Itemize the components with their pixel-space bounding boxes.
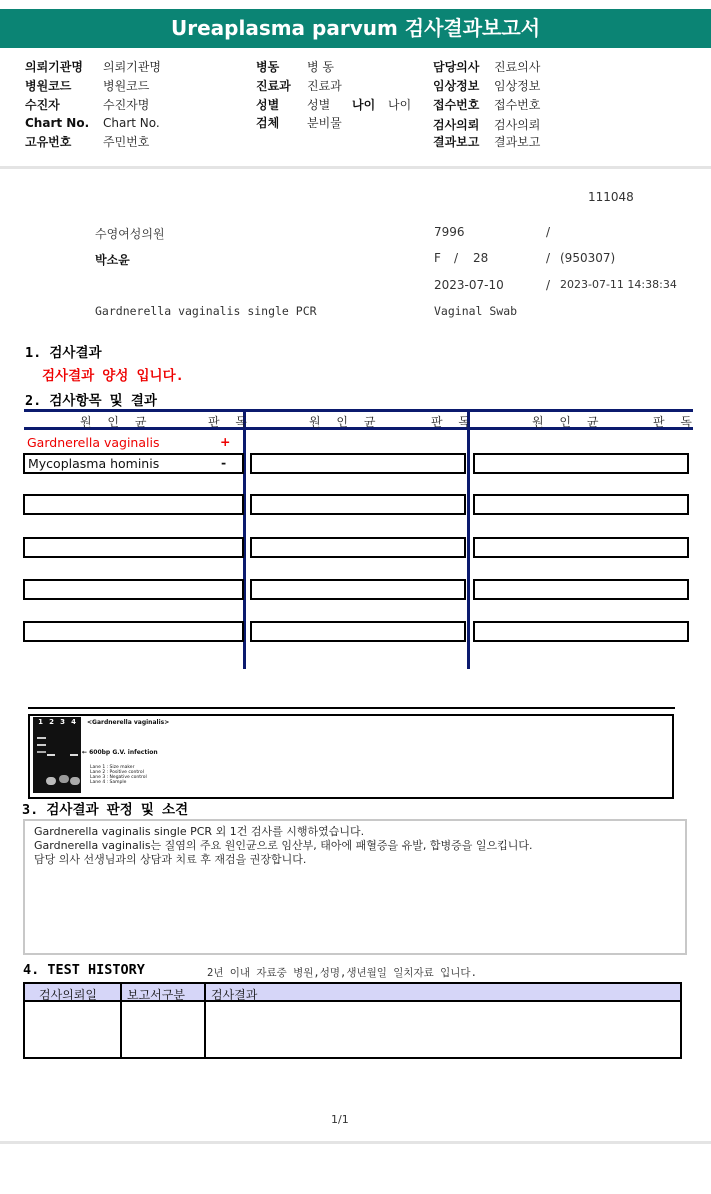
table-top-rule xyxy=(24,409,693,412)
header-label: 진료과 xyxy=(256,79,291,93)
header-value: 접수번호 xyxy=(494,98,541,112)
history-col-result: 검사결과 xyxy=(211,988,258,1002)
findings-line: Gardnerella vaginalis는 질염의 주요 원인균으로 임산부, 태아에 패혈증을 유발, 합병증을 일으킵니다. xyxy=(34,839,533,852)
age-value: 나이 xyxy=(388,98,412,112)
section-2-title: 2. 검사항목 및 결과 xyxy=(25,393,157,409)
section-3-title: 3. 검사결과 판정 및 소견 xyxy=(22,802,189,818)
header-value: 임상정보 xyxy=(494,79,541,93)
registration-number: 7996 xyxy=(434,225,465,239)
header-value: 주민번호 xyxy=(103,135,150,149)
findings-line: Gardnerella vaginalis single PCR 외 1건 검사를 시행하였습니다. xyxy=(34,825,365,838)
header-label: 검사의뢰 xyxy=(433,118,480,132)
gel-image-frame xyxy=(28,714,674,799)
positive-band xyxy=(47,754,55,756)
history-col-request-date: 검사의뢰일 xyxy=(39,988,97,1002)
organism-name: Mycoplasma hominis xyxy=(28,456,160,471)
section-4-title: 4. TEST HISTORY xyxy=(23,962,145,978)
separator: / xyxy=(546,225,551,239)
result-cell xyxy=(250,453,466,474)
separator: / xyxy=(546,251,551,265)
header-label: 성별 xyxy=(256,98,280,112)
lane-number: 1 xyxy=(38,718,43,726)
column-header-organism: 원 인 균 xyxy=(309,415,382,429)
header-value: 성별 xyxy=(307,98,331,112)
column-header-result: 판 독 xyxy=(653,415,698,429)
separator: / xyxy=(454,251,459,265)
result-cell xyxy=(473,579,689,600)
report-title: Ureaplasma parvum 검사결과보고서 xyxy=(0,9,711,48)
history-header-row xyxy=(25,984,680,1002)
ladder-band xyxy=(37,737,46,739)
clinic-name: 수영여성의원 xyxy=(95,227,165,241)
header-label: 고유번호 xyxy=(25,135,72,149)
result-cell xyxy=(473,621,689,642)
patient-sex: F xyxy=(434,251,441,265)
legend-item: Lane 1 : Size maker xyxy=(90,765,135,770)
result-cell xyxy=(250,537,466,558)
specimen: Vaginal Swab xyxy=(434,304,518,318)
result-cell xyxy=(250,579,466,600)
report-datetime: 2023-07-11 14:38:34 xyxy=(560,278,677,291)
legend-item: Lane 4 : Sample xyxy=(90,780,127,785)
section-1-title: 1. 검사결과 xyxy=(25,345,102,361)
legend-item: Lane 2 : Positive control xyxy=(90,770,144,775)
primer-dimer xyxy=(46,777,56,785)
header-value: 진료의사 xyxy=(494,60,541,74)
column-header-organism: 원 인 균 xyxy=(532,415,605,429)
header-label: Chart No. xyxy=(25,116,90,130)
footer-divider xyxy=(0,1141,711,1144)
header-divider xyxy=(0,166,711,169)
gel-title: <Gardnerella vaginalis> xyxy=(87,719,170,726)
header-value: 진료과 xyxy=(307,79,342,93)
separator: / xyxy=(546,278,551,292)
lane-number: 4 xyxy=(71,718,76,726)
column-header-result: 판 독 xyxy=(431,415,476,429)
result-cell xyxy=(473,494,689,515)
sample-band xyxy=(70,754,78,756)
legend-item: Lane 3 : Negative control xyxy=(90,775,147,780)
test-name: Gardnerella vaginalis single PCR xyxy=(95,304,317,318)
patient-name: 박소윤 xyxy=(95,253,130,267)
request-date: 2023-07-10 xyxy=(434,278,504,292)
column-divider xyxy=(467,409,470,669)
column-header-organism: 원 인 균 xyxy=(80,415,153,429)
gel-top-rule xyxy=(28,707,675,709)
organism-name: Gardnerella vaginalis xyxy=(27,435,160,450)
result-cell xyxy=(23,579,244,600)
header-label: 검체 xyxy=(256,116,280,130)
primer-dimer xyxy=(59,775,69,783)
result-summary: 검사결과 양성 입니다. xyxy=(42,368,184,384)
header-value: 수진자명 xyxy=(103,98,150,112)
ladder-band xyxy=(37,744,46,746)
page-number: 1/1 xyxy=(331,1113,349,1126)
gel-legend xyxy=(90,765,147,785)
organism-result: - xyxy=(221,455,227,470)
history-table xyxy=(23,982,682,1059)
findings-box xyxy=(23,819,687,955)
result-cell xyxy=(23,537,244,558)
band-annotation: ← 600bp G.V. infection xyxy=(82,749,158,756)
age-label: 나이 xyxy=(352,98,376,112)
lane-number: 2 xyxy=(49,718,54,726)
patient-birth: (950307) xyxy=(560,251,616,265)
history-col-report-type: 보고서구분 xyxy=(127,988,185,1002)
organism-result: + xyxy=(220,434,231,449)
result-cell xyxy=(250,494,466,515)
header-label: 의뢰기관명 xyxy=(25,60,83,74)
lane-number: 3 xyxy=(60,718,65,726)
header-label: 담당의사 xyxy=(433,60,480,74)
findings-line: 담당 의사 선생님과의 상담과 치료 후 재검을 권장합니다. xyxy=(34,853,307,866)
report-code: 111048 xyxy=(588,190,634,204)
header-value: 병 동 xyxy=(307,60,334,74)
result-cell xyxy=(23,494,244,515)
header-label: 결과보고 xyxy=(433,135,480,149)
column-divider xyxy=(120,984,122,1057)
patient-age: 28 xyxy=(473,251,489,265)
header-label: 임상정보 xyxy=(433,79,480,93)
gel-electrophoresis-image xyxy=(33,717,81,793)
header-label: 수진자 xyxy=(25,98,60,112)
header-label: 병동 xyxy=(256,60,280,74)
header-label: 접수번호 xyxy=(433,98,480,112)
primer-dimer xyxy=(70,777,80,785)
header-value: Chart No. xyxy=(103,116,160,130)
header-value: 분비물 xyxy=(307,116,342,130)
result-cell xyxy=(23,621,244,642)
header-value: 병원코드 xyxy=(103,79,150,93)
result-cell xyxy=(473,537,689,558)
column-divider xyxy=(204,984,206,1057)
result-cell xyxy=(250,621,466,642)
ladder-band xyxy=(37,751,46,753)
result-cell xyxy=(473,453,689,474)
header-value: 결과보고 xyxy=(494,135,541,149)
history-note: 2년 이내 자료중 병원,성명,생년월일 일치자료 입니다. xyxy=(207,967,477,979)
header-value: 검사의뢰 xyxy=(494,118,541,132)
column-header-result: 판 독 xyxy=(208,415,253,429)
header-label: 병원코드 xyxy=(25,79,72,93)
header-value: 의뢰기관명 xyxy=(103,60,161,74)
